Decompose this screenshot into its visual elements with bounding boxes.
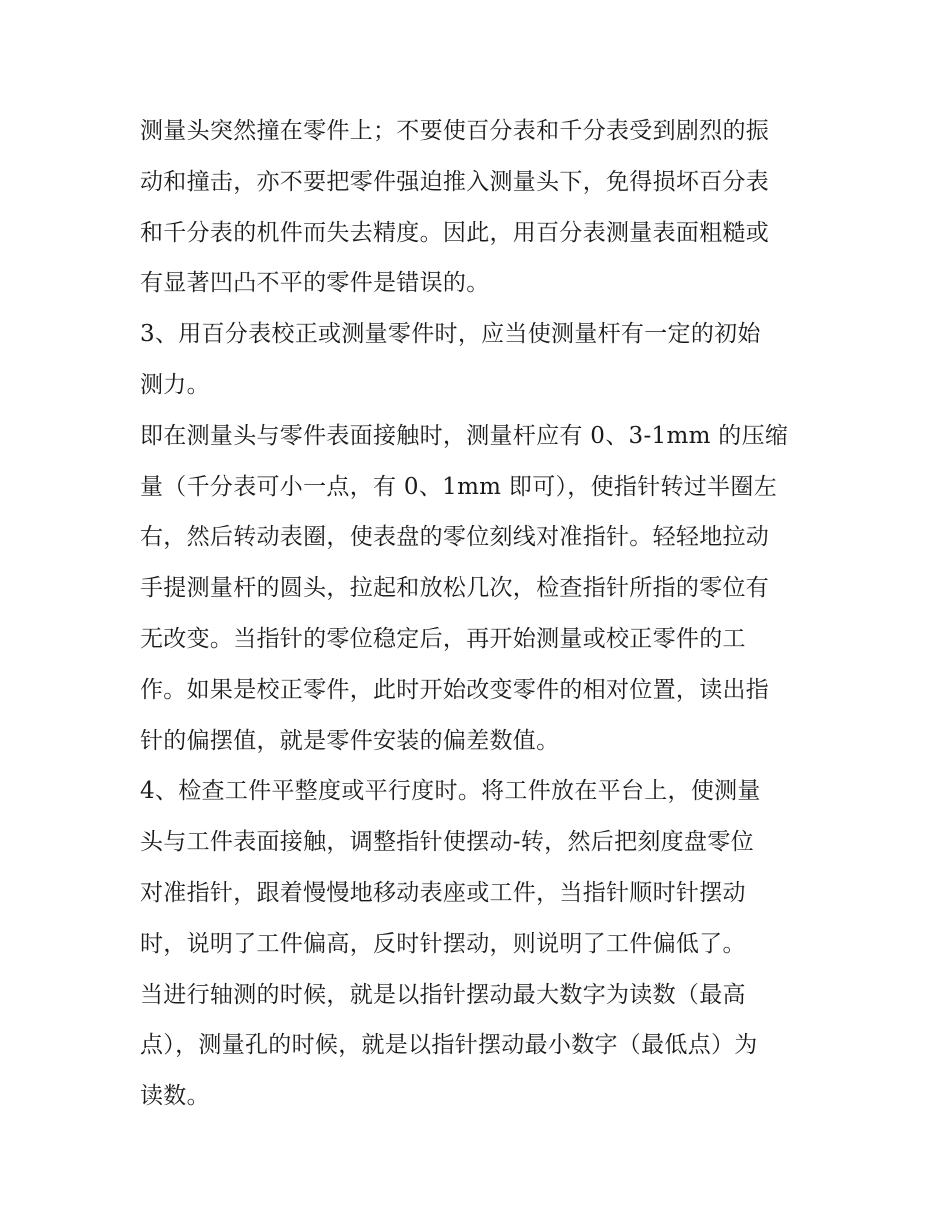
text-line: 3、用百分表校正或测量零件时，应当使测量杆有一定的初始 bbox=[140, 321, 761, 348]
text-line: 头与工件表面接触，调整指针使摆动-转，然后把刻度盘零位 bbox=[140, 829, 754, 856]
text-line: 动和撞击，亦不要把零件强迫推入测量头下，免得损坏百分表 bbox=[140, 168, 770, 195]
text-line: 测力。 bbox=[140, 371, 210, 398]
text-line: 作。如果是校正零件，此时开始改变零件的相对位置，读出指 bbox=[140, 676, 770, 703]
text-line: 对准指针，跟着慢慢地移动表座或工件，当指针顺时针摆动 bbox=[140, 879, 746, 906]
text-line: 点），测量孔的时候，就是以指针摆动最小数字（最低点）为 bbox=[140, 1032, 758, 1059]
text-line: 无改变。当指针的零位稳定后，再开始测量或校正零件的工 bbox=[140, 625, 746, 652]
text-line: 针的偏摆值，就是零件安装的偏差数值。 bbox=[140, 727, 560, 754]
text-line: 量（千分表可小一点，有 0、1mm 即可），使指针转过半圈左 bbox=[140, 473, 778, 500]
document-body bbox=[140, 106, 812, 1122]
text-line: 当进行轴测的时候，就是以指针摆动最大数字为读数（最高 bbox=[140, 981, 746, 1008]
text-line: 4、检查工件平整度或平行度时。将工件放在平台上，使测量 bbox=[140, 778, 761, 805]
text-line: 有显著凹凸不平的零件是错误的。 bbox=[140, 270, 490, 297]
text-line: 测量头突然撞在零件上；不要使百分表和千分表受到剧烈的振 bbox=[140, 118, 770, 144]
text-line: 手提测量杆的圆头，拉起和放松几次，检查指针所指的零位有 bbox=[140, 575, 770, 602]
text-line: 右，然后转动表圈，使表盘的零位刻线对准指针。轻轻地拉动 bbox=[140, 524, 770, 551]
text-line: 和千分表的机件而失去精度。因此，用百分表测量表面粗糙或 bbox=[140, 219, 770, 246]
text-line: 读数。 bbox=[140, 1083, 210, 1110]
text-line: 即在测量头与零件表面接触时，测量杆应有 0、3-1mm 的压缩 bbox=[140, 422, 789, 449]
text-line: 时，说明了工件偏高，反时针摆动，则说明了工件偏低了。 bbox=[140, 930, 746, 957]
